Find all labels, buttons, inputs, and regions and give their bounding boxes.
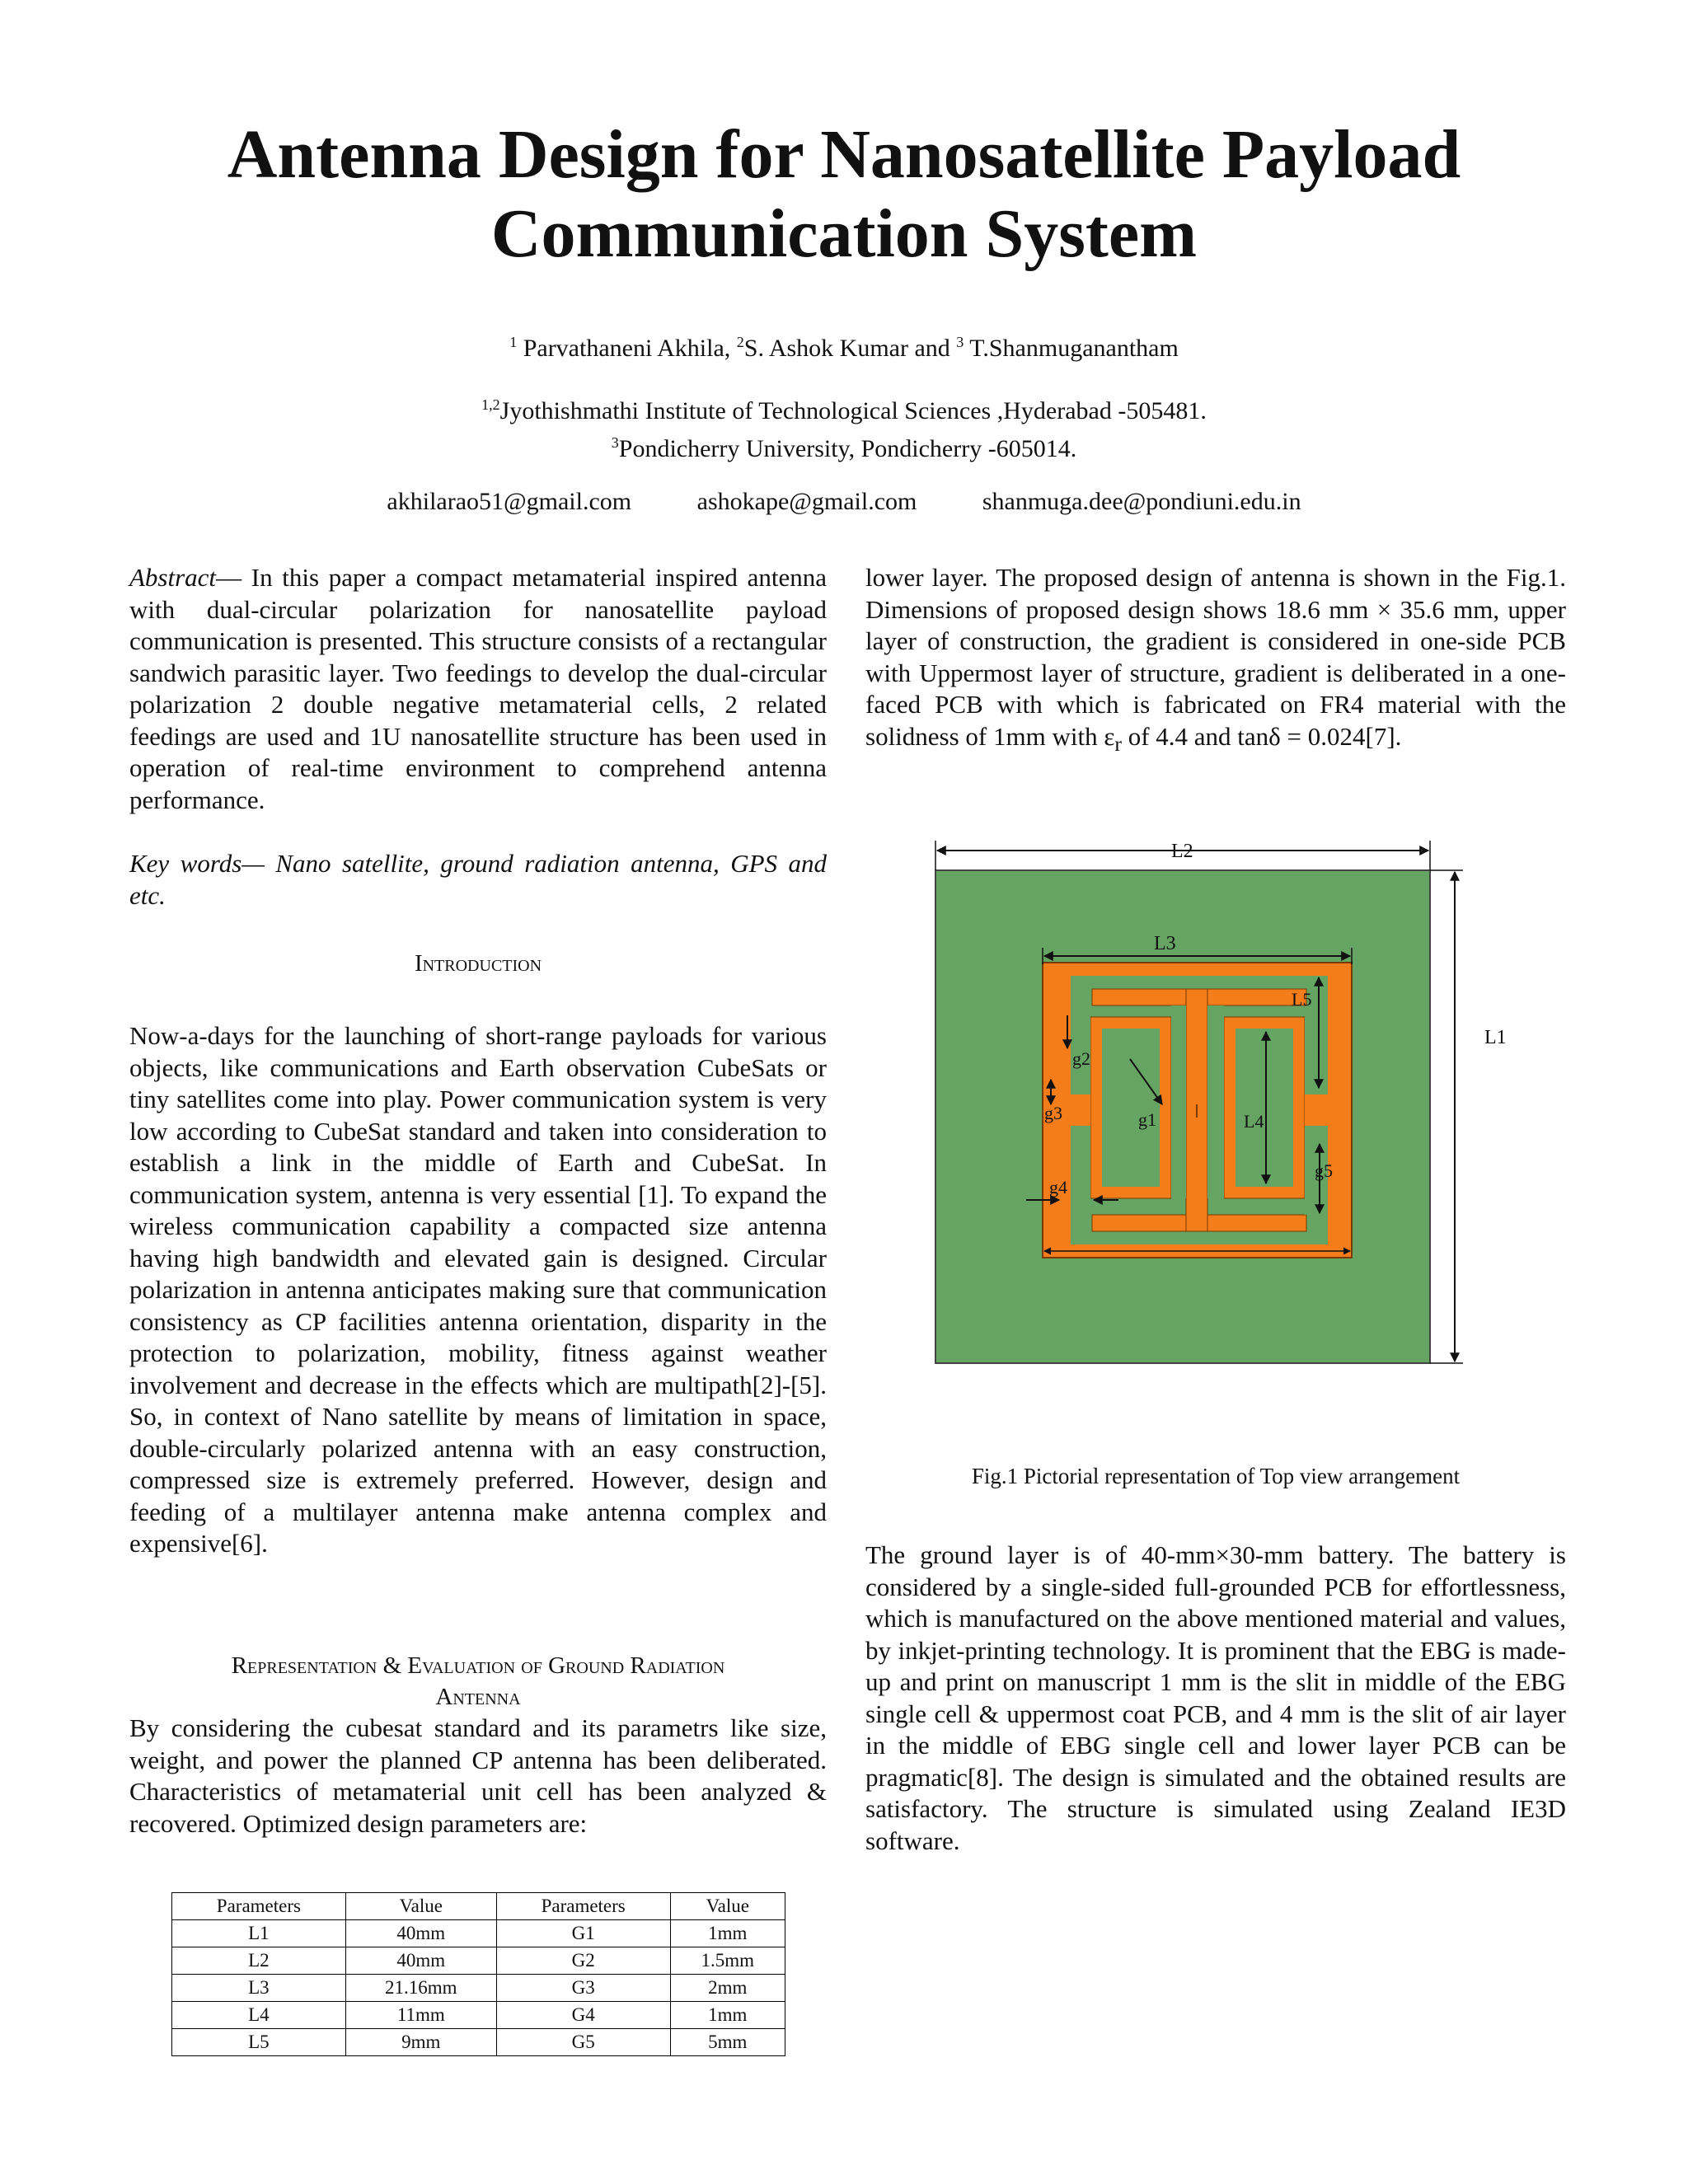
label-g4: g4 bbox=[1049, 1177, 1067, 1197]
table-row bbox=[172, 2002, 785, 2029]
figure-1-antenna-diagram bbox=[927, 832, 1521, 1393]
table-header: Parameters bbox=[496, 1893, 670, 1920]
table-cell: 5mm bbox=[670, 2029, 785, 2056]
emails bbox=[0, 488, 1688, 516]
abstract-text: — In this paper a compact metamaterial inspired antenna with dual-circular polarization for nanosatellite payload communication is presented. This structure consists of a rectangular sandwich parasitic layer. Two feedings to develop the dual-circular polarization 2 double negative metamaterial cells, 2 related feedings are used and 1U nanosatellite structure has been used in operation of real-time environment to comprehend antenna performance. bbox=[129, 563, 827, 814]
table-cell: 1mm bbox=[670, 1920, 785, 1947]
table-row bbox=[172, 1975, 785, 2002]
figure-caption: Fig.1 Pictorial representation of Top view arrangement bbox=[971, 1464, 1461, 1488]
table-cell: G3 bbox=[496, 1975, 670, 2002]
table-cell: 40mm bbox=[345, 1920, 496, 1947]
introduction-text: Now-a-days for the launching of short-range payloads for various objects, like communications and Earth observation CubeSats or tiny satellites come into play. Power communication system is very low according to CubeSat standard and taken into consideration to establish a link in the middle of Earth and CubeSat. In communication system, antenna is very essential [1]. To expand the wireless communication capability a compacted size antenna having high bandwidth and elevated gain is designed. Circular polarization in antenna anticipates making sure that communication consistency as CP facilities antenna orientation, disparity in the protection to polarization, mobility, fitness against weather involvement and decrease in the effects which are multipath[2]-[5]. So, in context of Nano satellite by means of limitation in space, double-circularly polarized antenna with an easy construction, compressed size is extremely preferred. However, design and feeding of a multilayer antenna make antenna complex and expensive[6]. bbox=[129, 1021, 827, 1558]
table-cell: 21.16mm bbox=[345, 1975, 496, 2002]
email-3[interactable]: shanmuga.dee@pondiuni.edu.in bbox=[982, 488, 1301, 515]
design-description: lower layer. The proposed design of antenna is shown in the Fig.1. Dimensions of proposed design shows 18.6 mm × 35.6 mm, upper layer of construction, the gradient is considered in one-side PCB with Uppermost layer of structure, gradient is deliberated in a one-faced PCB with which is fabricated on FR4 material with the solidness of 1mm with $\varepsilon_r$ of 4.4 and tanδ = 0.024[7]. bbox=[865, 563, 1566, 756]
abstract bbox=[129, 562, 827, 816]
table-row bbox=[172, 1947, 785, 1975]
table-cell: G1 bbox=[496, 1920, 670, 1947]
table-cell: 40mm bbox=[345, 1947, 496, 1975]
abstract-label: Abstract bbox=[129, 563, 217, 592]
authors: $^1$ Parvathaneni Akhila, $^2$S. Ashok Kumar and $^3$ T.Shanmuganantham bbox=[509, 334, 1179, 362]
table-cell: G5 bbox=[496, 2029, 670, 2056]
keywords: Key words— Nano satellite, ground radiation antenna, GPS and etc. bbox=[129, 849, 827, 910]
affiliations bbox=[0, 389, 1688, 465]
table-cell: 9mm bbox=[345, 2029, 496, 2056]
label-g2: g2 bbox=[1072, 1048, 1090, 1069]
table-cell: 2mm bbox=[670, 1975, 785, 2002]
table-cell: L5 bbox=[172, 2029, 346, 2056]
table-cell: L2 bbox=[172, 1947, 346, 1975]
table-cell: 1.5mm bbox=[670, 1947, 785, 1975]
email-2[interactable]: ashokape@gmail.com bbox=[696, 488, 917, 515]
representation-text: By considering the cubesat standard and its parametrs like size, weight, and power the planned CP antenna has been deliberated. Characteristics of metamaterial unit cell has been analyzed & recovered. Optimized design parameters are: bbox=[129, 1713, 827, 1838]
label-l5: L5 bbox=[1292, 989, 1312, 1010]
title-line-2: Communication System bbox=[490, 195, 1198, 272]
table-cell: G2 bbox=[496, 1947, 670, 1975]
label-l4: L4 bbox=[1244, 1111, 1264, 1132]
label-l1: L1 bbox=[1484, 1027, 1507, 1048]
email-1[interactable]: akhilarao51@gmail.com bbox=[387, 488, 632, 515]
table-header-row bbox=[172, 1893, 785, 1920]
table-cell: 1mm bbox=[670, 2002, 785, 2029]
table-cell: L1 bbox=[172, 1920, 346, 1947]
table-cell: L3 bbox=[172, 1975, 346, 2002]
label-g3: g3 bbox=[1044, 1103, 1062, 1123]
title-line-1: Antenna Design for Nanosatellite Payload bbox=[227, 116, 1461, 193]
label-l3: L3 bbox=[1154, 933, 1176, 954]
label-l2: L2 bbox=[1171, 841, 1193, 862]
affiliation-1: $^{1,2}$Jyothishmathi Institute of Technological Sciences ,Hyderabad -505481. bbox=[481, 396, 1207, 424]
table-row bbox=[172, 2029, 785, 2056]
table-cell: L4 bbox=[172, 2002, 346, 2029]
parameters-table bbox=[171, 1892, 785, 2056]
ground-layer-text: The ground layer is of 40-mm×30-mm battery. The battery is considered by a single-sided full-grounded PCB for effortlessness, which is manufactured on the above mentioned material and values, by inkjet-printing technology. It is prominent that the EBG is made-up and print on manuscript 1 mm is the slit in middle of the EBG single cell & uppermost coat PCB, and 4 mm is the slit of air layer in the middle of EBG single cell and lower layer PCB can be pragmatic[8]. The design is simulated and the obtained results are satisfactory. The structure is simulated using Zealand IE3D software. bbox=[865, 1540, 1566, 1855]
table-cell: 11mm bbox=[345, 2002, 496, 2029]
table-row bbox=[172, 1920, 785, 1947]
section-heading-representation: Representation & Evaluation of Ground Radiation Antenna bbox=[231, 1652, 725, 1710]
table-cell: G4 bbox=[496, 2002, 670, 2029]
table-header: Value bbox=[345, 1893, 496, 1920]
label-g1: g1 bbox=[1138, 1109, 1156, 1130]
paper-title bbox=[0, 115, 1688, 274]
affiliation-2: $^3$Pondicherry University, Pondicherry -605014. bbox=[611, 434, 1077, 462]
section-heading-introduction: Introduction bbox=[414, 950, 542, 977]
table-header: Value bbox=[670, 1893, 785, 1920]
label-g5: g5 bbox=[1315, 1160, 1333, 1181]
table-header: Parameters bbox=[172, 1893, 346, 1920]
